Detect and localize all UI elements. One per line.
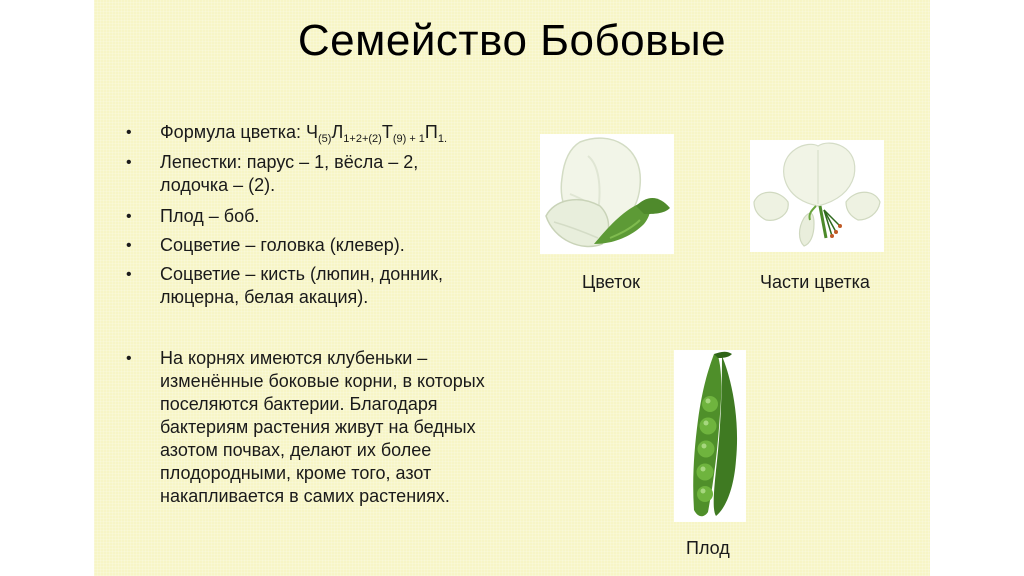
slide — [94, 0, 930, 576]
formula-t-sub: (9) + 1 — [392, 133, 425, 145]
bullet-line: Соцветие – кисть (люпин, донник, — [160, 264, 444, 284]
slide-title: Семейство Бобовые — [297, 16, 727, 65]
bullet-line: поселяются бактерии. Благодаря — [160, 394, 438, 414]
formula-ch: Ч — [306, 122, 319, 142]
formula-ch-sub: (5) — [318, 133, 332, 145]
bullet-line: Соцветие – головка (клевер). — [160, 235, 405, 255]
bullet-line: плодородными, кроме того, азот — [160, 463, 432, 483]
bullet-line: лодочка – (2). — [160, 175, 276, 195]
flower-formula — [160, 121, 447, 147]
bullet-line: Плод – боб. — [160, 206, 260, 226]
bullet-dot: • — [126, 266, 132, 283]
bullet-line: Лепестки: парус – 1, вёсла – 2, — [160, 152, 419, 172]
caption-flower-parts: Части цветка — [760, 272, 870, 292]
bullet-dot: • — [126, 154, 132, 171]
bullet-line: изменённые боковые корни, в которых — [160, 371, 485, 391]
bullet-line: На корнях имеются клубеньки – — [160, 348, 428, 368]
formula-p-sub: 1 — [437, 133, 444, 145]
bullet-line: люцерна, белая акация). — [160, 287, 369, 307]
bullet-dot: • — [126, 237, 132, 254]
formula-l: Л — [331, 122, 344, 142]
formula-p: П — [424, 122, 438, 142]
bullet-line: бактериям растения живут на бедных — [160, 417, 476, 437]
pea-flower-image — [540, 134, 674, 254]
formula-end: . — [443, 133, 448, 145]
pea-pod-image — [674, 350, 746, 522]
formula-prefix: Формула цветка: — [160, 122, 307, 142]
caption-flower: Цветок — [582, 272, 641, 292]
formula-t: Т — [381, 122, 393, 142]
bullet-dot: • — [126, 124, 132, 141]
flower-parts-image — [750, 140, 884, 252]
bullet-dot: • — [126, 208, 132, 225]
formula-l-sub: 1+2+(2) — [343, 133, 382, 145]
pea-flower-illustration — [540, 134, 674, 254]
bullet-line: накапливается в самих растениях. — [160, 486, 450, 506]
caption-fruit: Плод — [686, 538, 730, 558]
flower-parts-illustration — [750, 140, 884, 252]
bullet-dot: • — [126, 350, 132, 367]
bullet-line: азотом почвах, делают их более — [160, 440, 432, 460]
pea-pod-illustration — [674, 350, 746, 522]
